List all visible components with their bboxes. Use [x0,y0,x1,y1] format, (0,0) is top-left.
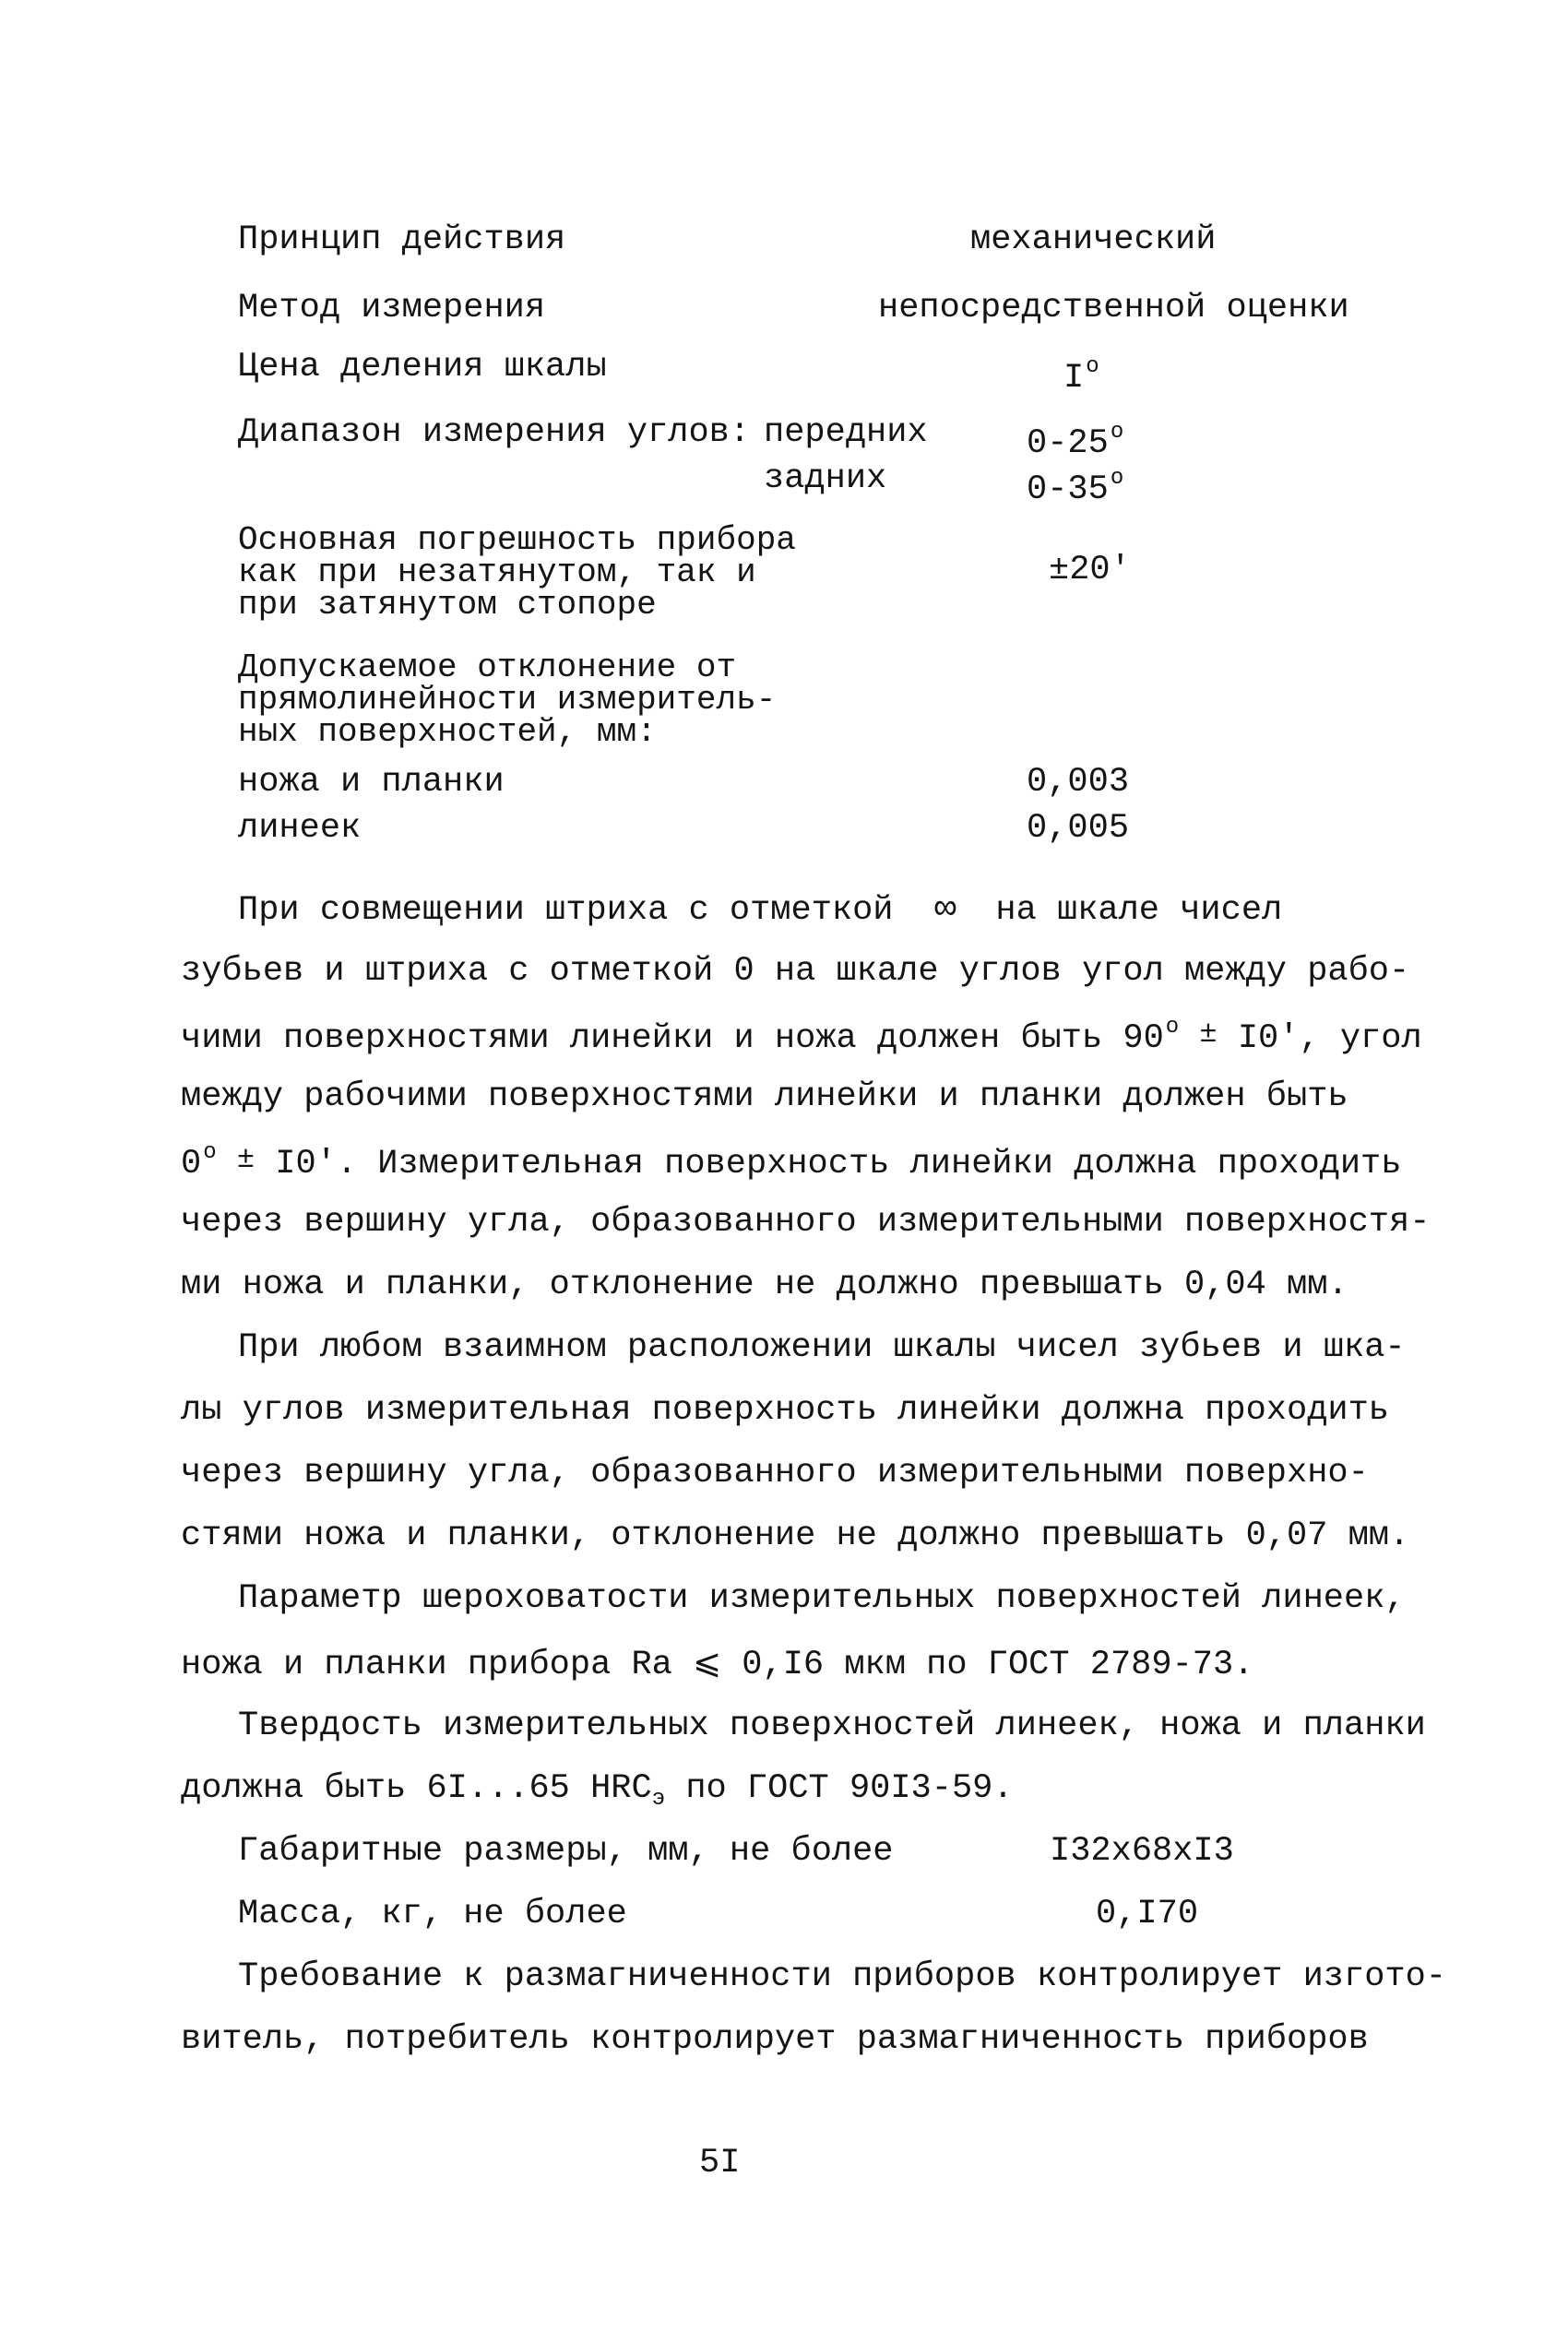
spec-range-label: Диапазон измерения углов: [238,413,751,452]
spec-rulers-label: линеек [238,809,362,848]
p1-line-2: зубьев и штриха с отметкой 0 на шкале углов угол между рабо- [181,952,1410,991]
p1-line-1: При совмещении штриха с отметкой ∞ на шкале чисел [238,889,1283,931]
p1-line-3: чими поверхностями линейки и ножа должен быть 90$^o$ ± I0', угол [181,1015,1422,1058]
spec-range-rear-label: задних [764,459,887,498]
spec-method-value: непосредственной оценки [878,289,1349,327]
p2-line-3: через вершину угла, образованного измерительными поверхно- [181,1454,1369,1493]
spec-error-line-1: Основная погрешность прибора [238,521,796,559]
p4-line-2: должна быть 6I...65 $HRC_э$ по ГОСТ 90I3-59. [181,1769,1014,1812]
page-number: 5I [699,2144,741,2182]
p2-line-1: При любом взаимном расположении шкалы чисел зубьев и шка- [238,1328,1406,1367]
p1-line-5: 0$^o$ ± I0'. Измерительная поверхность линейки должна проходить [181,1140,1402,1183]
p5-line-2: витель, потребитель контролирует размагниченность приборов [181,2020,1369,2059]
mass-label: Масса, кг, не более [238,1895,627,1933]
spec-principle-value: механический [970,220,1217,259]
infinity-symbol: ∞ [933,889,955,931]
spec-deviation-line-1: Допускаемое отклонение от [238,648,737,686]
mass-value: 0,I70 [1096,1895,1199,1933]
p4-line-1: Твердость измерительных поверхностей линеек, ножа и планки [238,1707,1426,1745]
spec-knife-value: 0,003 [1027,763,1130,802]
dims-label: Габаритные размеры, мм, не более [238,1832,894,1871]
spec-deviation-line-3: ных поверхностей, мм: [238,713,657,751]
spec-knife-label: ножа и планки [238,763,505,802]
spec-range-front-value: 0-25$^o$ [1027,420,1124,463]
spec-error-line-2: как при незатянутом, так и [238,553,756,591]
p3-line-1: Параметр шероховатости измерительных поверхностей линеек, [238,1579,1406,1618]
spec-error-line-3: при затянутом стопоре [238,586,657,624]
spec-deviation-line-2: прямолинейности измеритель- [238,681,777,719]
dims-value: I32x68xI3 [1050,1832,1234,1871]
p2-line-4: стями ножа и планки, отклонение не должно превышать 0,07 мм. [181,1516,1410,1555]
p1-line-6: через вершину угла, образованного измерительными поверхностя- [181,1203,1431,1242]
spec-rulers-value: 0,005 [1027,809,1130,848]
spec-error-value: ±20' [1049,551,1131,589]
p1-line-4: между рабочими поверхностями линейки и планки должен быть [181,1077,1348,1116]
spec-scale-label: Цена деления шкалы [238,348,607,387]
p5-line-1: Требование к размагниченности приборов контролирует изгото- [238,1957,1447,1996]
p1-line-7: ми ножа и планки, отклонение не должно превышать 0,04 мм. [181,1266,1348,1304]
spec-method-label: Метод измерения [238,289,546,327]
p3-line-2: ножа и планки прибора Ra ⩽ 0,I6 мкм по ГОСТ 2789-73. [181,1646,1254,1684]
p2-line-2: лы углов измерительная поверхность линейки должна проходить [181,1391,1390,1430]
spec-range-front-label: передних [764,413,928,452]
spec-scale-value: $I^o$ [1063,354,1099,398]
spec-principle-label: Принцип действия [238,220,566,259]
spec-range-rear-value: 0-35$^o$ [1027,466,1124,509]
